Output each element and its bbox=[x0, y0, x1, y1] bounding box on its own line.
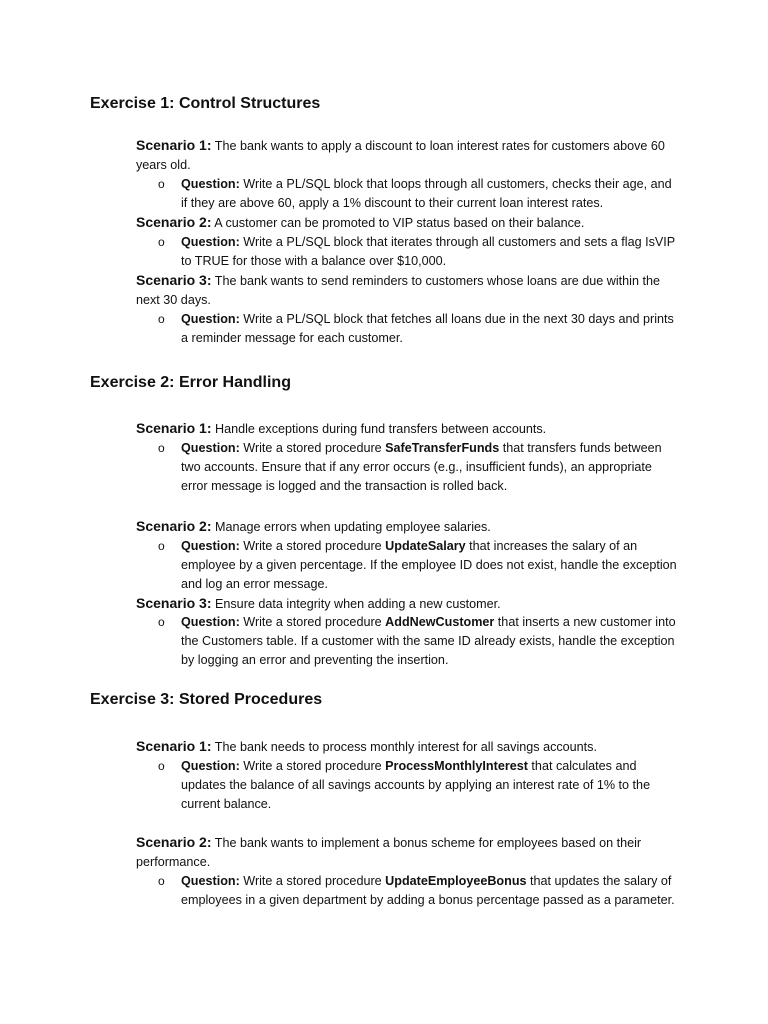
scenario bbox=[136, 419, 676, 439]
scenario-label: Scenario 2: bbox=[136, 518, 212, 534]
question bbox=[158, 310, 681, 348]
question-text: Write a stored procedure bbox=[243, 759, 386, 773]
scenario bbox=[136, 136, 676, 175]
question-label: Question: bbox=[181, 615, 240, 629]
question-text-rest: that updates the salary of employees in a given department by adding a bonus percentage passed as a parameter. bbox=[181, 874, 675, 907]
question-label: Question: bbox=[181, 441, 240, 455]
question-text: Write a stored procedure bbox=[243, 441, 386, 455]
bullet-icon: o bbox=[158, 759, 165, 773]
scenario bbox=[136, 737, 676, 757]
question-text-rest: that inserts a new customer into the Customers table. If a customer with the same ID already exists, handle the exception by logging an error and preventing the insertion. bbox=[181, 615, 676, 667]
question-label: Question: bbox=[181, 539, 240, 553]
scenario-label: Scenario 2: bbox=[136, 214, 212, 230]
scenario-label: Scenario 1: bbox=[136, 137, 212, 153]
exercise-2-title: Exercise 2: Error Handling bbox=[90, 374, 291, 391]
scenario-label: Scenario 2: bbox=[136, 834, 212, 850]
scenario-text: Manage errors when updating employee salaries. bbox=[214, 520, 491, 534]
scenario-text: The bank wants to implement a bonus scheme for employees based on their performance. bbox=[136, 836, 642, 869]
bullet-icon: o bbox=[158, 235, 165, 249]
question-label: Question: bbox=[181, 759, 240, 773]
scenario bbox=[136, 213, 676, 233]
scenario-text: Ensure data integrity when adding a new customer. bbox=[214, 597, 501, 611]
question-label: Question: bbox=[181, 312, 240, 326]
scenario-label: Scenario 3: bbox=[136, 595, 212, 611]
question-label: Question: bbox=[181, 874, 240, 888]
scenario bbox=[136, 833, 676, 872]
question bbox=[158, 233, 681, 271]
procedure-name: UpdateEmployeeBonus bbox=[385, 874, 527, 888]
question bbox=[158, 613, 681, 670]
scenario bbox=[136, 594, 676, 614]
question-text: Write a stored procedure bbox=[243, 874, 386, 888]
question bbox=[158, 175, 681, 213]
question-text-rest: that transfers funds between two accounts. Ensure that if any error occurs (e.g., insufficient funds), an appropriate error message is logged and the transaction is rolled back. bbox=[181, 441, 662, 493]
scenario-label: Scenario 3: bbox=[136, 272, 212, 288]
procedure-name: ProcessMonthlyInterest bbox=[385, 759, 528, 773]
exercise-1-title: Exercise 1: Control Structures bbox=[90, 95, 321, 112]
question-label: Question: bbox=[181, 177, 240, 191]
exercise-3-title: Exercise 3: Stored Procedures bbox=[90, 691, 323, 708]
question-text: Write a PL/SQL block that fetches all loans due in the next 30 days and prints a reminder message for each customer. bbox=[181, 312, 674, 345]
bullet-icon: o bbox=[158, 177, 165, 191]
scenario-text: The bank wants to apply a discount to loan interest rates for customers above 60 years old. bbox=[136, 139, 665, 172]
question-text: Write a PL/SQL block that iterates through all customers and sets a flag IsVIP to TRUE for those with a balance over $10,000. bbox=[181, 235, 675, 268]
question-text-rest: that calculates and updates the balance of all savings accounts by applying an interest rate of 1% to the current balance. bbox=[181, 759, 651, 811]
scenario-text: A customer can be promoted to VIP status based on their balance. bbox=[214, 216, 585, 230]
scenario bbox=[136, 517, 676, 537]
question-label: Question: bbox=[181, 235, 240, 249]
bullet-icon: o bbox=[158, 539, 165, 553]
bullet-icon: o bbox=[158, 312, 165, 326]
procedure-name: UpdateSalary bbox=[385, 539, 466, 553]
bullet-icon: o bbox=[158, 615, 165, 629]
question-text: Write a PL/SQL block that loops through all customers, checks their age, and if they are above 60, apply a 1% discount to their current loan interest rates. bbox=[181, 177, 672, 210]
question-text-rest: that increases the salary of an employee by a given percentage. If the employee ID does not exist, handle the exception and log an error message. bbox=[181, 539, 677, 591]
question bbox=[158, 439, 681, 496]
question bbox=[158, 537, 681, 594]
scenario-text: Handle exceptions during fund transfers between accounts. bbox=[214, 422, 547, 436]
bullet-icon: o bbox=[158, 874, 165, 888]
scenario-text: The bank wants to send reminders to customers whose loans are due within the next 30 days. bbox=[136, 274, 660, 307]
question bbox=[158, 872, 681, 910]
scenario-label: Scenario 1: bbox=[136, 420, 212, 436]
bullet-icon: o bbox=[158, 441, 165, 455]
question bbox=[158, 757, 681, 814]
scenario bbox=[136, 271, 676, 310]
question-text: Write a stored procedure bbox=[243, 539, 386, 553]
procedure-name: AddNewCustomer bbox=[385, 615, 495, 629]
procedure-name: SafeTransferFunds bbox=[385, 441, 500, 455]
question-text: Write a stored procedure bbox=[243, 615, 386, 629]
scenario-label: Scenario 1: bbox=[136, 738, 212, 754]
scenario-text: The bank needs to process monthly interest for all savings accounts. bbox=[214, 740, 597, 754]
